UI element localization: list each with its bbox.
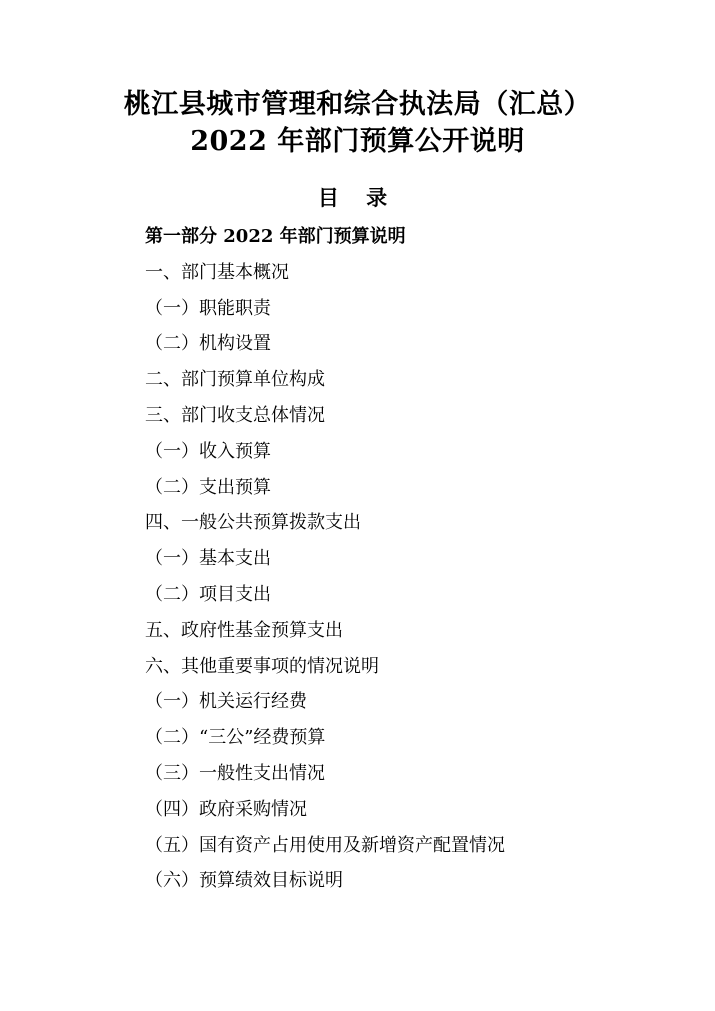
- toc-item: （四）政府采购情况: [145, 798, 307, 820]
- toc-item: 二、部门预算单位构成: [145, 369, 325, 391]
- toc-item: （一）收入预算: [145, 440, 271, 462]
- toc-item: （一）机关运行经费: [145, 691, 307, 713]
- toc-item: （二）支出预算: [145, 476, 271, 498]
- toc-item: （一）职能职责: [145, 297, 271, 319]
- toc-item: （一）基本支出: [145, 548, 271, 570]
- toc-item: （二）项目支出: [145, 583, 271, 605]
- document-title-line-1: 桃江县城市管理和综合执法局（汇总）: [123, 89, 592, 120]
- toc-item: （六）预算绩效目标说明: [145, 870, 343, 892]
- document-title-line-2: 2022 年部门预算公开说明: [190, 126, 525, 157]
- toc-item: （二）机构设置: [145, 333, 271, 355]
- toc-heading: 目 录: [317, 185, 398, 210]
- toc-item: （二）“三公”经费预算: [145, 727, 326, 749]
- toc-item: 五、政府性基金预算支出: [145, 619, 343, 641]
- toc-item-part-one: 第一部分 2022 年部门预算说明: [145, 226, 406, 247]
- toc-item: 四、一般公共预算拨款支出: [145, 512, 361, 534]
- table-of-contents: [145, 219, 665, 899]
- toc-item: 六、其他重要事项的情况说明: [145, 655, 379, 677]
- toc-item: 三、部门收支总体情况: [145, 404, 325, 426]
- toc-item: （五）国有资产占用使用及新增资产配置情况: [145, 834, 505, 856]
- toc-item: 一、部门基本概况: [145, 261, 289, 283]
- toc-item: （三）一般性支出情况: [145, 762, 325, 784]
